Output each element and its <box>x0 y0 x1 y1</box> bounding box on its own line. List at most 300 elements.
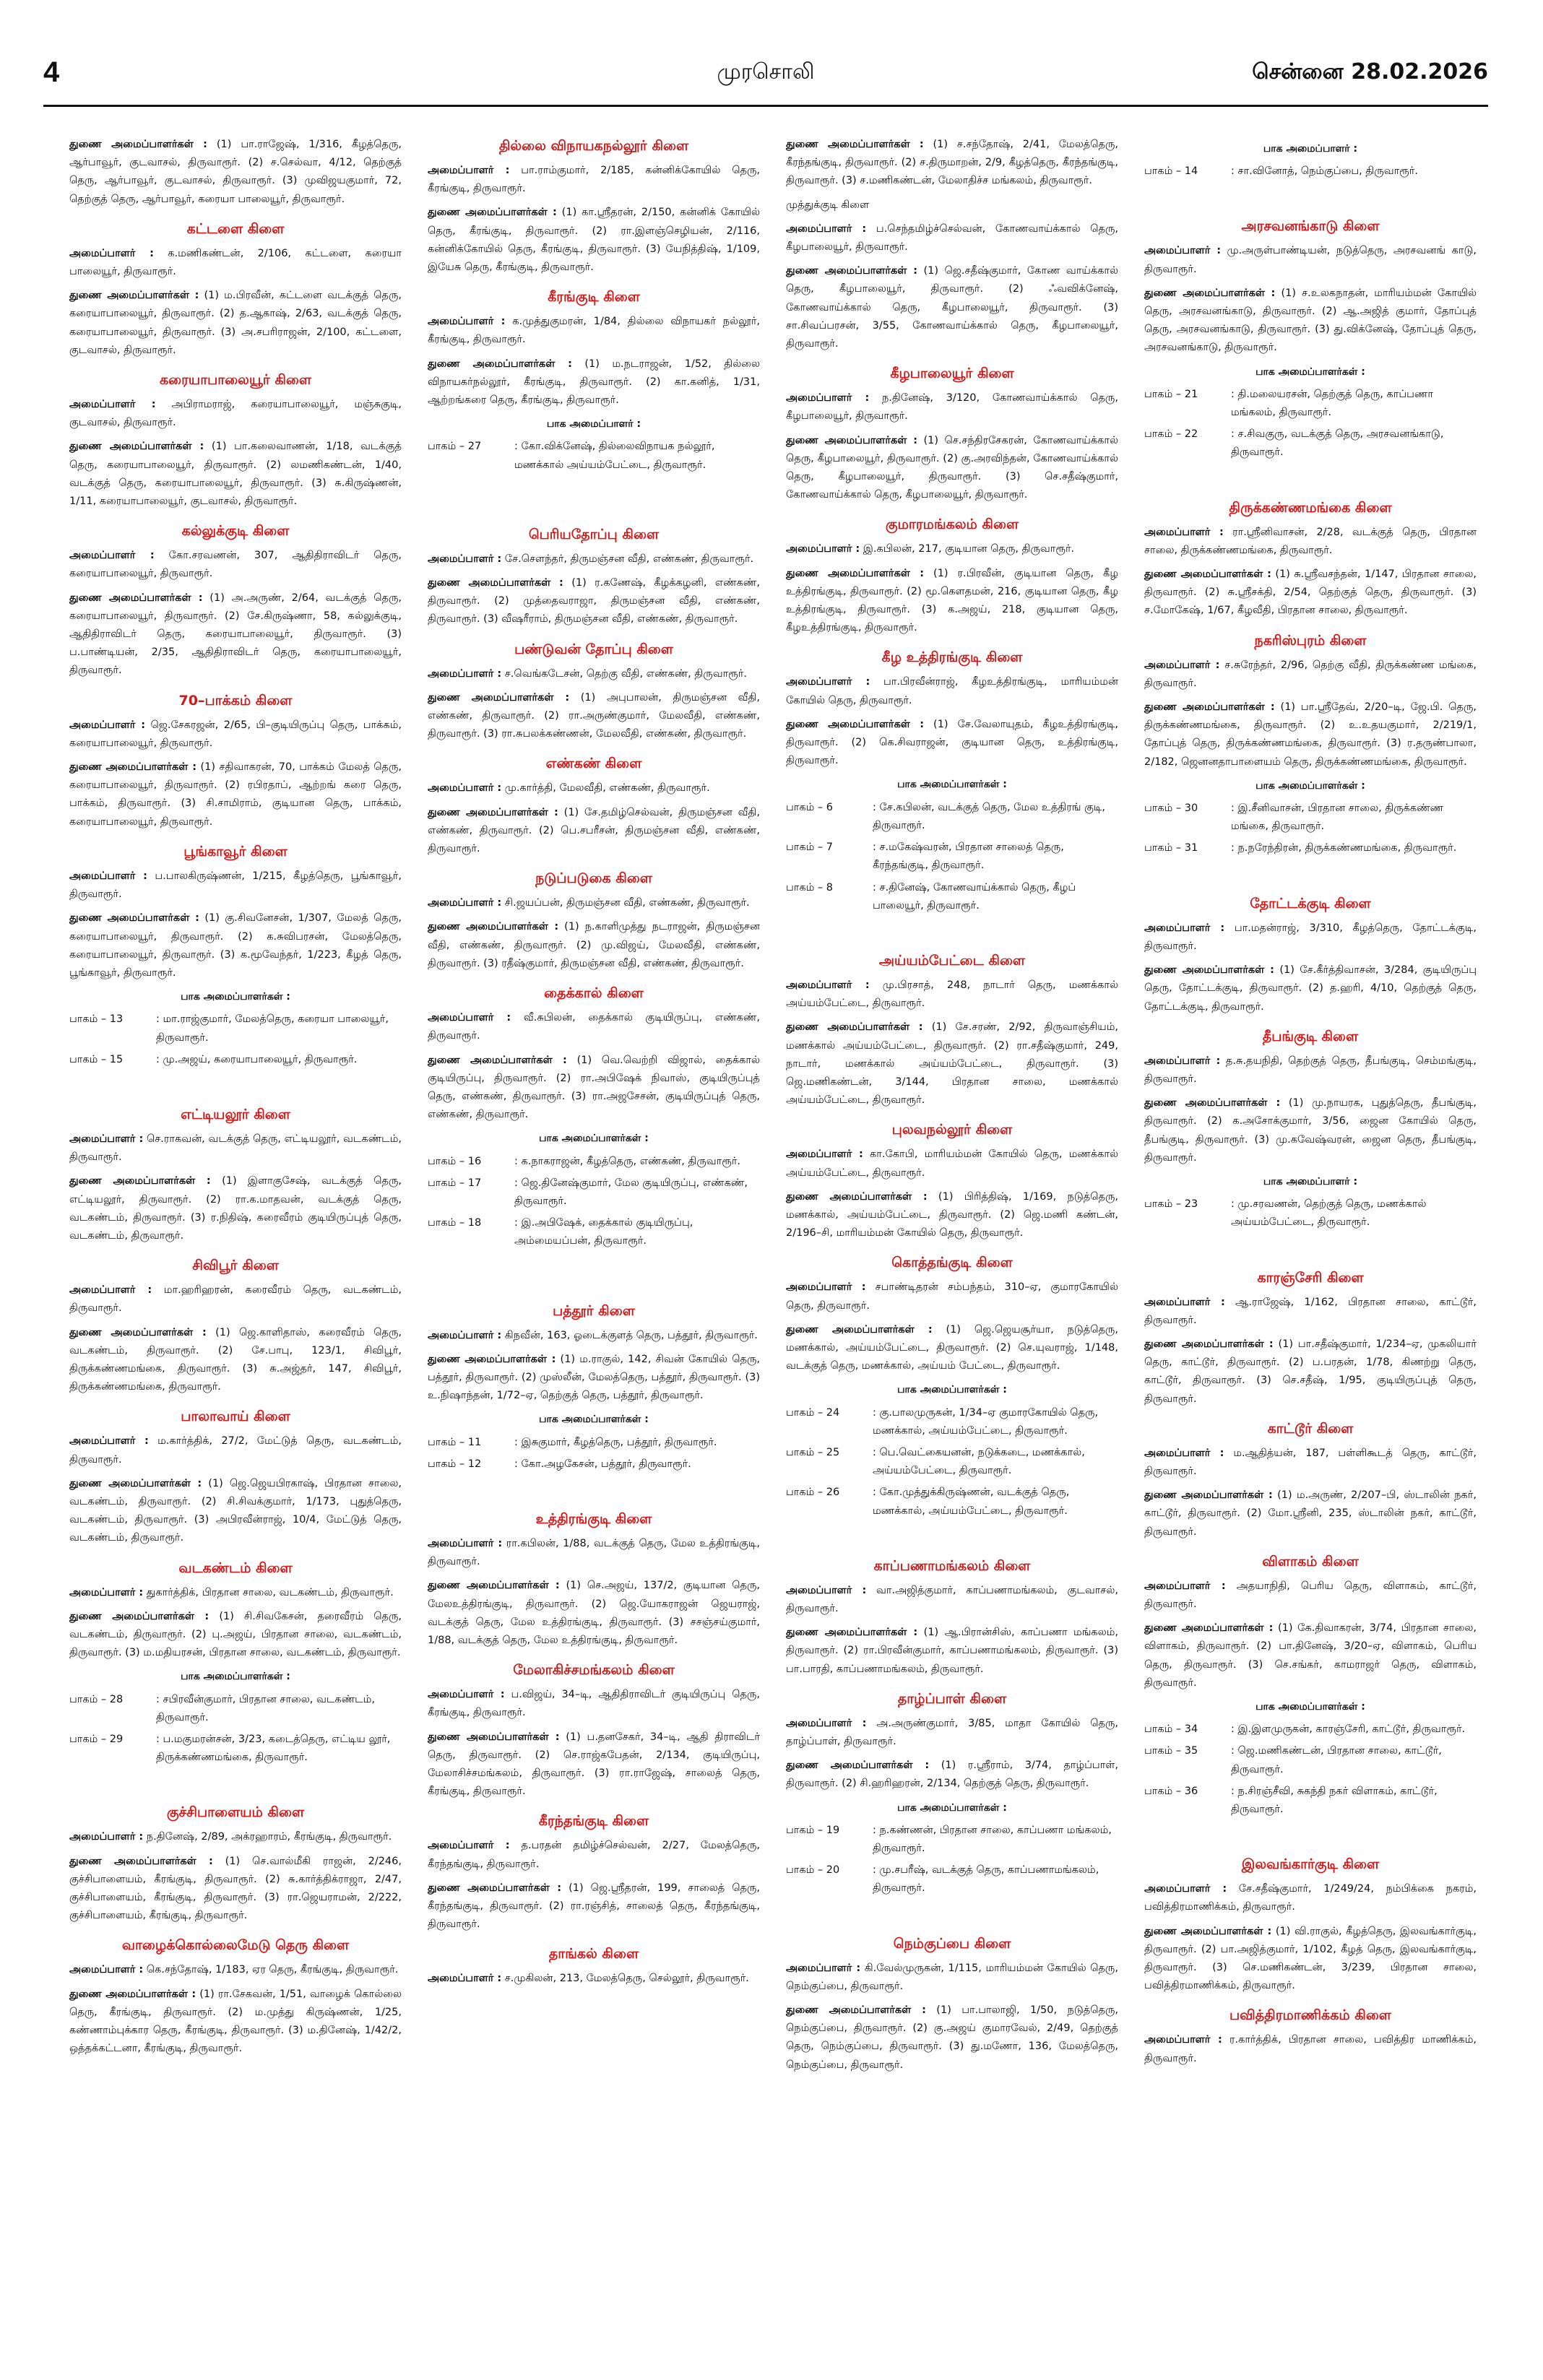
header-rule <box>43 105 1488 107</box>
entry-text: கா.கோபி, மாரியம்மன் கோயில் தெரு, மணக்கால் அய்யம்பேட்டை, திருவாரூர். <box>786 1148 1118 1179</box>
booth-row <box>1144 1195 1477 1232</box>
column-2 <box>428 136 760 1994</box>
section-heading: பாலாவாய் கிளை <box>181 1408 290 1425</box>
entry-label: துணை அமைப்பாளர்கள் : <box>69 1326 207 1338</box>
entry-text: ப.பாலகிருஷ்ணன், 1/215, கீழத்தெரு, பூங்காவூர், திருவாரூர். <box>69 870 402 901</box>
entry <box>786 1582 1118 1618</box>
entry-text: (1) ஜெ.சதீஷ்குமார், கோண வாய்க்கால் தெரு, கீழபாலையூர், திருவாரூர். (2) ஃவவிக்னேஷ், கோணவாய்க்கால் தெரு, கீழபாலையூர், திருவாரூர். (3) சா.சிவப்பரசன், 3/55, கோணவாய்க்கால் தெரு, கீழபாலையூர், திருவாரூர். <box>786 265 1118 350</box>
entry-label: துணை அமைப்பாளர்கள் : <box>786 1021 923 1034</box>
entry-label: அமைப்பாளர் : <box>428 553 502 565</box>
entry-label: அமைப்பாளர் : <box>69 1435 149 1448</box>
booth-text: : கோ.அழகேசன், பத்தூர், திருவாரூர். <box>514 1458 691 1470</box>
entry-text: கி.வேல்முருகன், 1/115, மாரியம்மன் கோயில் தெரு, நெம்குப்பை, திருவாரூர். <box>786 1962 1118 1992</box>
entry-text: மு.பிரசாத், 248, நாடார் தெரு, மணக்கால் அய்யம்பேட்டை, திருவாரூர். <box>786 979 1119 1010</box>
entry-text: (1) சு.ஸ்ரீவசந்தன், 1/147, பிரதான சாலை, திருவாரூர். (2) சு.ஸ்ரீசக்தி, 2/54, தெற்குத் தெரு, திருவாரூர். (3) ச.மோகேஷ், 1/67, கீழவீதி, பிரதான சாலை, திருவாரூர். <box>1144 568 1477 617</box>
entry-text: (1) பா.சதீஷ்குமார், 1/234–ஏ, முகலியார் தெரு, காட்டூர், திருவாரூர். (2) ப.பரதன், 1/78, கிணற்று தெரு, காட்டூர், திருவாரூர். (3) செ.சதீஷ், 1/95, குடியிருப்புத் தெரு, திருவாரூர். <box>1144 1338 1477 1405</box>
entry-label: துணை அமைப்பாளர்கள் : <box>69 1855 213 1867</box>
entry-label: அமைப்பாளர் : <box>69 1964 144 1976</box>
entry-label: துணை அமைப்பாளர்கள் : <box>1144 287 1276 299</box>
section-heading: திருக்கண்ணமங்கை கிளை <box>1229 499 1392 516</box>
entry <box>69 1584 402 1602</box>
entry <box>69 136 402 209</box>
spacer <box>786 1524 1118 1546</box>
section-heading: இலவங்கார்குடி கிளை <box>1241 1856 1380 1873</box>
entry <box>69 1828 402 1846</box>
entry <box>69 867 402 904</box>
entry-text: (1) இளாகுசேஷ், வடக்குத் தெரு, எட்டியலூர், திருவாரூர். (2) ரா.க.மாதவன், வடக்குத் தெரு, வடகண்டம், திருவாரூர். (3) ர.நிதிஷ், கரைவீரம் குடியிருப்புத் தெரு, வடகண்டம், திருவாரூர். <box>69 1175 402 1242</box>
entry <box>428 894 760 912</box>
entry <box>786 716 1118 771</box>
entry <box>428 1686 760 1722</box>
booth-number: பாகம் – 23 <box>1144 1198 1198 1211</box>
entry-label: அமைப்பாளர் : <box>428 1329 502 1341</box>
booth-row <box>428 1434 760 1452</box>
entry-text: அ.அருண்குமார், 3/85, மாதா கோயில் தெரு, தாழ்ப்பாள், திருவாரூர். <box>786 1717 1119 1747</box>
entry <box>1144 657 1477 693</box>
entry-label: துணை அமைப்பாளர்கள் : <box>1144 1338 1274 1350</box>
entry <box>786 673 1118 709</box>
entry <box>69 589 402 680</box>
booth-row <box>786 1444 1118 1480</box>
entry <box>69 1281 402 1317</box>
booth-text: : ச.சிவகுரு, வடக்குத் தெரு, அரசவனங்காடு, திருவாரூர். <box>1231 428 1444 459</box>
entry-label: துணை அமைப்பாளர்கள் : <box>69 592 203 604</box>
entry-label: துணை அமைப்பாளர்கள் : <box>786 1760 930 1772</box>
spacer <box>428 1477 760 1499</box>
entry-label: அமைப்பாளர் : <box>1144 1883 1227 1895</box>
entry-label: துணை அமைப்பாளர்கள் : <box>69 912 199 925</box>
entry-text: (1) அ.அருண், 2/64, வடக்குத் தெரு, கரையாபாலையூர், திருவாரூர். (2) சே.கிருஷ்ணா, 58, கல்லுக்குடி, ஆதிதிராவிடர் தெரு, கரையாபாலையூர், திருவாரூர். (3) ப.பாண்டியன், 2/35, ஆதிதிராவிடர் தெரு, கரையாபாலையூர், திருவாரூர். <box>69 592 402 677</box>
entry <box>786 432 1118 505</box>
entry-label: அமைப்பாளர் : <box>786 392 870 404</box>
entry-text: (1) வெ.வெற்றி விஜால், தைக்கால் குடியிருப்பு, திருவாரூர். (2) ரா.அபிஷேக் நிவாஸ், குடியிருப்புத் தெரு, எண்கண், திருவாரூர். (3) ரா.அஜசேசன், குடியிருப்புத் தெரு, எண்கண், திருவாரூர். <box>428 1054 760 1121</box>
sub-heading: பாக அமைப்பாளர்கள் : <box>1255 365 1365 378</box>
entry-text: ம.ஆதித்யன், 187, பள்ளிகூடத் தெரு, காட்டூர், திருவாரூர். <box>1144 1447 1477 1477</box>
entry-text: மு.அருள்பாண்டியன், நடுத்தெரு, அரசவனங் காடு, திருவாரூர். <box>1144 245 1477 275</box>
entry <box>428 1009 760 1045</box>
entry-label: துணை அமைப்பாளர்கள் : <box>786 718 925 730</box>
entry-text: ப.செந்தமிழ்ச்செல்வன், கோணவாய்க்கால் தெரு, கீழபாலையூர், திருவாரூர். <box>786 222 1118 254</box>
entry <box>1144 1336 1477 1408</box>
entry <box>428 1970 760 1988</box>
entry-label: அமைப்பாளர் : <box>1144 245 1222 257</box>
sub-heading: பாக அமைப்பாளர்கள் : <box>181 1671 290 1683</box>
entry-text: ஆ.ராஜேஷ், 1/162, பிரதான சாலை, காட்டூர், திருவாரூர். <box>1144 1296 1477 1326</box>
entry-text: சே.சௌந்தர், திருமஞ்சன வீதி, எண்கண், திருவாரூர். <box>501 553 754 565</box>
entry <box>69 1432 402 1468</box>
entry-text: (1) கு.சிவனேசன், 1/307, மேலத் தெரு, கரையாபாலையூர், திருவாரூர். (2) க.சுவிபரசன், மேலத்தெரு, கரையாபாலையூர், திருவாரூர். (3) க.மூவேந்தர், 1/223, கீழத் தெரு, பூங்காவூர், திருவாரூர். <box>69 912 402 979</box>
booth-number: பாகம் – 19 <box>786 1824 840 1836</box>
entry-label: அமைப்பாளர் : <box>1144 1055 1221 1067</box>
entry <box>786 1188 1118 1243</box>
entry-label: துணை அமைப்பாளர்கள் : <box>69 1477 202 1489</box>
entry <box>69 1986 402 2059</box>
booth-number: பாகம் – 28 <box>69 1693 124 1705</box>
entry-text: பா.பிரவீன்ராஜ், கீழஉத்திரங்குடி, மாரியம்மன் கோயில் தெரு, திருவாரூர். <box>786 676 1118 706</box>
entry <box>69 909 402 982</box>
entry <box>786 136 1118 191</box>
entry <box>69 1853 402 1926</box>
entry-label: துணை அமைப்பாளர்கள் : <box>69 441 204 453</box>
entry <box>1144 1294 1477 1330</box>
entry <box>1144 698 1477 771</box>
entry-text: மு.கார்த்தி, மேலவீதி, எண்கண், திருவாரூர். <box>501 782 710 795</box>
section-heading: நகரிஸ்புரம் கிளை <box>1254 632 1367 649</box>
entry-text: (1) சதிவாகரன், 70, பாக்கம் மேலத் தெரு, கரையாபாலையூர், திருவாரூர். (2) ரபிரதாப், ஆற்றங் கரை தெரு, பாக்கம், திருவாரூர். (3) சி.சாமிராம், குடியான தெரு, பாக்கம், கரையாபாலையூர், திருவாரூர். <box>69 761 402 828</box>
spacer <box>786 1902 1118 1924</box>
entry-text: (1) ர.கணேஷ், கீழக்கழனி, எண்கண், திருவாரூர். (2) முத்தைவராஜா, திருமஞ்சன வீதி, எண்கண், திருவாரூர். (3) வீஷரீராம், திருமஞ்சன வீதி, எண்கண், திருவாரூர். <box>428 577 760 626</box>
entry-text: (1) பா.ஸ்ரீதேவ், 2/20–டி, ஜே.பி. தெரு, திருக்கண்ணமங்கை, திருவாரூர். (2) உ.உதயகுமார், 2/219/1, தோப்புத் தெரு, திருக்கண்ணமங்கை, திருவாரூர். (3) ர.தருண்பாலா, 2/182, ஜெனனதாபாளையம் தெரு, திருக்கண்ணமங்கை, திருவாரூர். <box>1144 701 1477 768</box>
booth-number: பாகம் – 8 <box>786 881 834 893</box>
entry-label: அமைப்பாளர் : <box>69 1133 144 1145</box>
booth-number: பாகம் – 7 <box>786 841 834 854</box>
entry <box>1144 566 1477 620</box>
entry <box>69 1961 402 1979</box>
entry <box>69 1130 402 1167</box>
entry-text: (1) ஜெ.ஸ்ரீதரன், 199, சாலைத் தெரு, கீரந்தங்குடி, திருவாரூர். (2) ரா.ரஞ்சித், சாலைத் தெரு, கீரந்தங்குடி, திருவாரூர். <box>428 1882 760 1931</box>
entry-text: (1) வி.ராகுல், கீழத்தெரு, இலவங்கார்குடி, திருவாரூர். (2) பா.அஜித்குமார், 1/102, கீழத் தெரு, இலவங்கார்குடி, திருவாரூர். (3) செ.மணிகண்டன், 3/239, பிரதான சாலை, பவித்திரமாணிக்கம், திருவாரூர். <box>1144 1925 1477 1992</box>
section-heading: கீழபாலையூர் கிளை <box>890 365 1014 382</box>
entry-text: (1) ஜெ.ஜெயசூர்யா, நடுத்தெரு, மணக்கால், அய்யம்பேட்டை, திருவாரூர். (2) செ.யுவராஜ், 1/148, வடக்குத் தெரு, மணக்கால், அய்யம் பேட்டை, திருவாரூர். <box>786 1323 1118 1372</box>
entry <box>69 438 402 511</box>
section-heading: கீரந்தங்குடி கிளை <box>538 1813 649 1830</box>
entry-text: ப.விஜய், 34–டி, ஆதிதிராவிடர் குடியிருப்பு தெரு, கீரங்குடி, திருவாரூர். <box>428 1689 760 1719</box>
sub-heading: பாக அமைப்பாளர் : <box>1263 1175 1358 1187</box>
entry <box>1144 524 1477 560</box>
booth-text: : இ.இளமுருகன், காரஞ்சேரி, காட்டூர், திருவாரூர். <box>1231 1723 1466 1736</box>
booth-number: பாகம் – 20 <box>786 1864 840 1877</box>
entry-label: துணை அமைப்பாளர்கள் : <box>428 1580 560 1592</box>
booth-row <box>1144 1742 1477 1778</box>
sub-heading: பாக அமைப்பாளர்கள் : <box>1255 1700 1365 1713</box>
entry <box>786 2002 1118 2074</box>
entry-label: துணை அமைப்பாளர்கள் : <box>428 1353 556 1365</box>
entry-text: ந.தினேஷ், 3/120, கோணவாய்க்கால் தெரு, கீழபாலையூர், திருவாரூர். <box>786 392 1118 423</box>
section-heading: கரையாபாலையூர் கிளை <box>159 372 312 389</box>
booth-number: பாகம் – 15 <box>69 1053 124 1065</box>
entry-text: சே.சதீஷ்குமார், 1/249/24, நம்பிக்கை நகரம், பவித்திரமாணிக்கம், திருவாரூர். <box>1144 1883 1477 1913</box>
masthead <box>43 56 1488 100</box>
booth-row <box>1144 1721 1477 1739</box>
entry <box>69 396 402 432</box>
booth-text: : பெ.வெட்கையனன், நடுக்கடை, மணக்கால், அய்யம்பேட்டை, திருவாரூர். <box>873 1446 1085 1477</box>
entry-text: (1) பா.கலைவாணன், 1/18, வடக்குத் தெரு, கரையாபாலையூர், திருவாரூர். (2) லமணிகண்டன், 1/40, வடக்குத் தெரு, கரையாபாலையூர், திருவாரூர். (3) சு.கிருஷ்ணன், 1/11, கரையாபாலையூர், குடவாசல், திருவாரூர். <box>69 441 402 508</box>
entry-label: அமைப்பாளர் : <box>428 1689 505 1701</box>
entry <box>69 287 402 360</box>
entry <box>786 1960 1118 1996</box>
section-heading: காரஞ்சேரி கிளை <box>1257 1269 1364 1286</box>
section-heading: கொத்தங்குடி கிளை <box>891 1255 1013 1271</box>
entry-label: அமைப்பாளர் : <box>428 897 502 909</box>
entry <box>1144 1052 1477 1089</box>
entry-text: (1) ம.அருண், 2/207–பி, ஸ்டாலின் நகர், காட்டூர், திருவாரூர். (2) மோ.ஸ்ரீனி, 235, ஸ்டாலின் நகர், காட்டூர், திருவாரூர். <box>1144 1489 1477 1538</box>
entry-label: துணை அமைப்பாளர்கள் : <box>428 1731 560 1743</box>
entry-label: அமைப்பாளர் : <box>786 1584 867 1596</box>
booth-row <box>786 1404 1118 1440</box>
entry <box>786 220 1118 256</box>
booth-row <box>1144 425 1477 462</box>
spacer <box>1144 1236 1477 1258</box>
entry-label: துணை அமைப்பாளர்கள் : <box>69 1610 209 1622</box>
entry-label: துணை அமைப்பாளர்கள் : <box>1144 964 1274 977</box>
spacer <box>428 478 760 514</box>
entry-label: அமைப்பாளர் : <box>428 165 510 176</box>
entry <box>428 1728 760 1801</box>
entry-text: வா.அஜித்குமார், காப்பணாமங்கலம், குடவாசல், திருவாரூர். <box>786 1584 1118 1614</box>
booth-number: பாகம் – 30 <box>1144 802 1198 815</box>
booth-text: : க.நாகராஜன், கீழத்தெரு, எண்கண், திருவாரூர். <box>514 1155 741 1167</box>
spacer <box>786 919 1118 940</box>
dateline: சென்னை 28.02.2026 <box>1252 59 1488 85</box>
booth-number: பாகம் – 26 <box>786 1487 840 1499</box>
entry-label: அமைப்பாளர் : <box>786 1962 861 1974</box>
entry <box>428 1879 760 1934</box>
entry-label: அமைப்பாளர் : <box>786 676 870 688</box>
entry-text: ஜெ.சேகரஜன், 2/65, பி–குடியிருப்பு தெரு, பாக்கம், கரையாபாலையூர், திருவாரூர். <box>69 719 402 749</box>
entry-text: துகார்த்திக், பிரதான சாலை, வடகண்டம், திருவாரூர். <box>143 1586 394 1598</box>
entry <box>69 547 402 583</box>
entry <box>1144 242 1477 278</box>
entry-label: துணை அமைப்பாளர்கள் : <box>69 1988 196 2000</box>
entry-label: துணை அமைப்பாளர்கள் : <box>786 265 918 277</box>
booth-text: : மா.ராஜ்குமார், மேலத்தெரு, கரையா பாலையூர், திருவாரூர். <box>156 1013 389 1044</box>
booth-text: : ச.தினேஷ், கோணவாய்க்கால் தெரு, கீழப் பாலையூர், திருவாரூர். <box>873 881 1076 912</box>
entry <box>786 262 1118 353</box>
entry-text: (1) பா.பாலாஜி, 1/50, நடுத்தெரு, நெம்குப்பை, திருவாரூர். (2) கு.அஜய் குமாரவேல், 2/49, தெற்குத் தெரு, நெம்குப்பை, திருவாரூர். (3) து.மணோ, 136, மேலத்தெரு, நெம்குப்பை, திருவாரூர். <box>786 2004 1118 2071</box>
entry <box>428 313 760 349</box>
entry-label: அமைப்பாளர் : <box>69 550 155 562</box>
booth-number: பாகம் – 17 <box>428 1177 482 1189</box>
entry <box>1144 1578 1477 1614</box>
column-1 <box>69 136 402 2064</box>
sub-heading: பாக அமைப்பாளர்கள் : <box>539 1414 649 1426</box>
entry <box>1144 1487 1477 1541</box>
booth-text: : சா.வினோத், நெம்குப்பை, திருவாரூர். <box>1231 165 1418 178</box>
entry-text: (1) அபுபாலன், திருமஞ்சன வீதி, எண்கண், திருவாரூர். (2) ரா.அருண்குமார், மேலவீதி, எண்கண், திருவாரூர். (3) ரா.சுபலக்கண்ணன், மேலவீதி, எண்கண், திருவாரூர். <box>428 691 760 740</box>
plain-line: முத்துக்குடி கிளை <box>786 199 870 211</box>
entry <box>69 1475 402 1548</box>
entry <box>428 1535 760 1571</box>
entry-label: துணை அமைப்பாளர்கள் : <box>786 1190 928 1203</box>
entry-label: துணை அமைப்பாளர்கள் : <box>69 290 199 302</box>
entry-text: (1) ஆ.பிரான்சிஸ், காப்பணா மங்கலம், திருவாரூர். (2) ரா.பிரவீன்குமார், காப்பணாமங்கலம், திருவாரூர். (3) பா.பாரதி, காப்பணாமங்கலம், திருவாரூர். <box>786 1627 1118 1675</box>
entry <box>69 1608 402 1663</box>
booth-row <box>69 1051 402 1069</box>
entry-label: துணை அமைப்பாளர்கள் : <box>1144 1489 1273 1502</box>
section-heading: தோட்டக்குடி கிளை <box>1250 895 1371 912</box>
section-heading: பண்டுவன் தோப்பு கிளை <box>514 641 673 657</box>
section-heading: காப்பணாமங்கலம் கிளை <box>873 1557 1031 1574</box>
booth-text: : ஜெ.மணிகண்டன், பிரதான சாலை, காட்டூர், திருவாரூர். <box>1231 1745 1442 1775</box>
entry <box>1144 1923 1477 1996</box>
spacer <box>1144 862 1477 883</box>
section-heading: கீரங்குடி கிளை <box>548 289 640 306</box>
entry <box>428 1837 760 1873</box>
entry-label: துணை அமைப்பாளர்கள் : <box>428 806 558 818</box>
entry-label: அமைப்பாளர் : <box>69 247 154 259</box>
booth-row <box>428 1174 760 1211</box>
entry-text: ம.கார்த்திக், 27/2, மேட்டுத் தெரு, வடகண்டம், திருவாரூர். <box>69 1435 402 1466</box>
entry-text: அபிராமராஜ், கரையாபாலையூர், மஞ்சுகுடி, குடவாசல், திருவாரூர். <box>69 399 402 429</box>
booth-row <box>1144 163 1477 181</box>
entry-text: த.சு.தயநிதி, தெற்குத் தெரு, தீபங்குடி, செம்மங்குடி, திருவாரூர். <box>1144 1055 1477 1085</box>
entry-label: அமைப்பாளர் : <box>69 1586 144 1598</box>
booth-text: : ப.மகுமரன்சன், 3/23, கடைத்தெரு, எட்டிய லூர், திருக்கண்ணமங்கை, திருவாரூர். <box>156 1734 391 1764</box>
booth-number: பாகம் – 12 <box>428 1458 482 1470</box>
booth-row <box>786 1484 1118 1520</box>
entry-text: கிநவீன், 163, ஓடைக்குளத் தெரு, பத்தூர், திருவாரூர். <box>501 1329 758 1341</box>
entry-text: கோ.சரவணன், 307, ஆதிதிராவிடர் தெரு, கரையாபாலையூர், திருவாரூர். <box>69 550 402 580</box>
booth-number: பாகம் – 21 <box>1144 388 1198 400</box>
entry-label: துணை அமைப்பாளர்கள் : <box>69 139 207 150</box>
booth-row <box>1144 800 1477 836</box>
entry-text: (1) ரா.சேகவன், 1/51, வாழைக் கொல்லை தெரு, கீரங்குடி, திருவாரூர். (2) ம.முத்து கிருஷ்ணன், 1/25, கண்ணாம்புக்கார தெரு, கீரங்குடி, திருவாரூர். (3) ம.தினேஷ், 1/42/2, ஒத்தக்கட்டனா, கீரங்குடி, திருவாரூர். <box>69 1988 402 2055</box>
entry-label: அமைப்பாளர் : <box>1144 922 1225 934</box>
entry-label: அமைப்பாளர் : <box>786 543 860 555</box>
entry-text: (1) ப.தனசேகர், 34–டி, ஆதி திராவிடர் தெரு, திருவாரூர். (2) செ.ராஜ்கபேதன், 2/134, குடியிருப்பு, மேலாசிச்சமங்கலம், திருவாரூர். (3) ரா.ராஜேஷ், சாலைத் தெரு, கீரங்குடி, திருவாரூர். <box>428 1731 760 1798</box>
entry <box>1144 961 1477 1016</box>
booth-row <box>1144 839 1477 857</box>
section-heading: தீபங்குடி கிளை <box>1262 1028 1359 1044</box>
section-heading: கல்லுக்குடி கிளை <box>181 523 290 540</box>
booth-text: : மு.சரவணன், தெற்குத் தெரு, மணக்கால் அய்யம்பேட்டை, திருவாரூர். <box>1231 1198 1427 1229</box>
booth-row <box>786 1822 1118 1858</box>
entry-label: அமைப்பாளர் : <box>786 1148 863 1161</box>
booth-number: பாகம் – 16 <box>428 1155 482 1167</box>
entry <box>428 1577 760 1650</box>
section-heading: 70–பாக்கம் கிளை <box>178 692 293 709</box>
entry-text: (1) ஜெ.ஜெயபிரகாஷ், பிரதான சாலை, வடகண்டம், திருவாரூர். (2) சி.சிவக்குமார், 1/173, புதுத்தெரு, வடகண்டம், திருவாரூர். (3) அபிரவீன்ராஜ், 10/4, மேட்டுத் தெரு, வடகண்டம், திருவாரூர். <box>69 1477 402 1544</box>
booth-text: : ந.சிரஞ்சீவி, சுகந்தி நகர் விளாகம், காட்டூர், திருவாரூர். <box>1231 1785 1438 1815</box>
booth-row <box>69 1731 402 1767</box>
section-heading: தில்லை விநாயகநல்லூர் கிளை <box>498 138 689 154</box>
sub-heading: பாக அமைப்பாளர் : <box>1263 143 1358 155</box>
entry-label: அமைப்பாளர் : <box>786 1717 867 1729</box>
entry-text: ந.தினேஷ், 2/89, அக்ரஹாரம், கீரங்குடி, திருவாரூர். <box>143 1831 392 1843</box>
sub-heading: பாக அமைப்பாளர்கள் : <box>897 1801 1007 1814</box>
spacer <box>1144 466 1477 488</box>
entry-label: அமைப்பாளர் : <box>1144 1296 1225 1308</box>
sub-heading: பாக அமைப்பாளர்கள் : <box>897 1384 1007 1396</box>
booth-text: : கோ.முத்துக்கிருஷ்ணன், வடக்குத் தெரு, மணக்கால், அய்யம்பேட்டை, திருவாரூர். <box>873 1487 1070 1517</box>
section-heading: பவித்திரமாணிக்கம் கிளை <box>1229 2007 1391 2024</box>
section-heading: காட்டூர் கிளை <box>1267 1420 1354 1437</box>
entry-label: அமைப்பாளர் : <box>69 399 156 411</box>
entry-text: (1) பா.ராஜேஷ், 1/316, கீழத்தெரு, ஆர்பாவூர், குடவாசல், திருவாரூர். (2) ச.செல்வா, 4/12, தெற்குத் தெரு, ஆர்பாவூர், குடவாசல், திருவாரூர். (3) முவிஜயகுமார், 72, தெற்குத் தெரு, ஆர்பாவூர், கரையா பாலையூர், திருவாரூர். <box>69 139 402 205</box>
sub-heading: பாக அமைப்பாளர்கள் : <box>539 1133 649 1145</box>
entry-text: (1) பிரித்திஷ், 1/169, நடுத்தெரு, மணக்கால், அய்யம்பேட்டை, திருவாரூர். (2) ஜெ.மணி கண்டன், 2/196–சி, மாரியம்மன் கோயில் தெரு, திருவாரூர். <box>786 1190 1118 1239</box>
section-heading: சிவிபூர் கிளை <box>192 1258 279 1274</box>
booth-text: : இ.சீனிவாசன், பிரதான சாலை, திருக்கண்ண மங்கை, திருவாரூர். <box>1231 802 1444 833</box>
entry-label: துணை அமைப்பாளர்கள் : <box>428 1882 562 1894</box>
section-heading: தாங்கல் கிளை <box>548 1946 639 1963</box>
section-heading: புலவநல்லூர் கிளை <box>891 1122 1013 1138</box>
entry-text: ரா.ஸ்ரீனிவாசன், 2/28, வடக்குத் தெரு, பிரதான சாலை, திருக்கண்ணமங்கை, திருவாரூர். <box>1144 526 1477 556</box>
section-heading: பெரியதோப்பு கிளை <box>528 526 660 542</box>
entry-label: அமைப்பாளர் : <box>69 719 146 731</box>
entry-text: பா.மதன்ராஜ், 3/310, கீழத்தெரு, தோட்டக்குடி, திருவாரூர். <box>1144 922 1477 952</box>
entry <box>786 1278 1118 1315</box>
booth-number: பாகம் – 27 <box>428 441 482 453</box>
entry-text: (1) கா.ஸ்ரீதரன், 2/150, கன்னிக் கோயில் தெரு, கீரங்குடி, திருவாரூர். (2) ரா.இளஞ்செழியன், 2/116, கன்னிக்கோயில் தெரு, கீரங்குடி, திருவாரூர். (3) யேநித்திஷ், 1/109, இயேசு தெரு, கீரங்குடி, திருவாரூர். <box>428 207 760 274</box>
entry-label: துணை அமைப்பாளர்கள் : <box>69 761 197 774</box>
entry <box>1144 2031 1477 2067</box>
spacer <box>1144 1822 1477 1844</box>
booth-text: : ந.கண்ணன், பிரதான சாலை, காப்பணா மங்கலம், திருவாரூர். <box>873 1824 1112 1855</box>
section-heading: கீழ உத்திரங்குடி கிளை <box>881 649 1023 666</box>
entry-label: அமைப்பாளர் : <box>428 782 502 795</box>
newspaper-name: முரசொலி <box>717 59 815 85</box>
entry-text: (1) ர.பிரவீன், குடியான தெரு, கீழ உத்திரங்குடி, திருவாரூர். (2) மூ.கௌதமன், 216, குடியான தெரு, கீழ உத்திரங்குடி, திருவாரூர். (3) க.அஜய், 218, குடியான தெரு, கீழஉத்திரங்குடி, திருவாரூர். <box>786 567 1118 634</box>
section-heading: அரசவனங்காடு கிளை <box>1241 218 1380 235</box>
entry <box>786 1146 1118 1182</box>
column-4 <box>1144 136 1477 2074</box>
booth-number: பாகம் – 35 <box>1144 1745 1198 1757</box>
entry-text: (1) செ.வால்மீகி ராஜன், 2/246, குச்சிபாளையம், கீரங்குடி, திருவாரூர். (2) சு.கார்த்திக்ராஜா, 2/47, குச்சிபாளையம், கீரங்குடி, திருவாரூர். (3) ரா.ஜெயராமன், 2/222, குச்சிபாளையம், கீரங்குடி, திருவாரூர். <box>69 1855 402 1922</box>
spacer <box>428 1255 760 1291</box>
entry-text: (1) சே.சரண், 2/92, திருவாஞ்சியம், மணக்கால் அய்யம்பேட்டை, திருவாரூர். (2) ரா.சதீஷ்குமார், 249, நாடார், மணக்கால் அய்யம்பேட்டை, திருவாரூர். (3) ஜெ.மணிகண்டன், 3/144, பிரதான சாலை, மணக்கால் அய்யம்பேட்டை, திருவாரூர். <box>786 1021 1118 1107</box>
entry-text: க.முத்துகுமரன், 1/84, தில்லை விநாயகர் நல்லூர், கீரங்குடி, திருவாரூர். <box>428 316 761 346</box>
booth-row <box>786 1861 1118 1897</box>
entry-label: அமைப்பாளர் : <box>1144 659 1220 671</box>
entry-text: சி.ஜயப்பன், திருமஞ்சன வீதி, எண்கண், திருவாரூர். <box>501 897 750 909</box>
entry-text: (1) ம.நடராஜன், 1/52, தில்லை விநாயகர்நல்லூர், கீரங்குடி, திருவாரூர். (2) கா.கனித், 1/31, ஆற்றங்கரை தெரு, கீரங்குடி, திருவாரூர். <box>428 358 760 407</box>
section-heading: எண்கண் கிளை <box>545 756 642 772</box>
entry-text: க.மணிகண்டன், 2/106, கட்டளை, கரையா பாலையூர், திருவாரூர். <box>69 247 402 278</box>
entry <box>428 804 760 859</box>
entry-label: துணை அமைப்பாளர்கள் : <box>428 577 563 589</box>
entry-label: அமைப்பாளர் : <box>428 1840 510 1852</box>
booth-text: : கோ.விக்னேஷ், தில்லைவிநாயக நல்லூர், மணக்கால் அய்யம்பேட்டை, திருவாரூர். <box>514 441 715 471</box>
booth-number: பாகம் – 18 <box>428 1217 482 1229</box>
entry-label: அமைப்பாளர் : <box>1144 1580 1226 1592</box>
entry-text: (1) ஜெ.காளிதாஸ், கரைவீரம் தெரு, வடகண்டம், திருவாரூர். (2) சே.பாபு, 123/1, சிவிபூர், திருக்கண்ணமங்கை, திருவாரூர். (3) சு.அஜ்தர், 147, சிவிபூர், திருக்கண்ணமங்கை, திருவாரூர். <box>69 1326 402 1393</box>
entry-label: துணை அமைப்பாளர்கள் : <box>1144 568 1271 581</box>
section-heading: தைக்கால் கிளை <box>544 985 644 1002</box>
section-heading: நடுப்படுகை கிளை <box>535 870 652 887</box>
entry-label: அமைப்பாளர் : <box>428 1012 511 1024</box>
booth-number: பாகம் – 31 <box>1144 842 1198 854</box>
entry <box>1144 1619 1477 1692</box>
entry <box>786 389 1118 425</box>
entry-text: (1) ர.ஸ்ரீராம், 3/74, தாழ்ப்பாள், திருவாரூர். (2) சி.ஹரிஹரன், 2/134, தெற்குத் தெரு, திருவாரூர். <box>786 1760 1118 1790</box>
entry-text: (1) செ.சந்திரசேகரன், கோணவாய்க்கால் தெரு, கீழபாலையூர், திருவாரூர். (2) கு.அரவிந்தன், கோணவாய்க்கால் தெரு, கீழபாலையூர், திருவாரூர். (3) செ.சதீஷ்குமார், கோணவாய்க்கால் தெரு, கீழபாலையூர், திருவாரூர். <box>786 434 1118 501</box>
booth-number: பாகம் – 11 <box>428 1436 482 1448</box>
booth-text: : சே.கபிலன், வடக்குத் தெரு, மேல உத்திரங் குடி, திருவாரூர். <box>873 801 1106 831</box>
entry-text: (1) சே.தமிழ்செல்வன், திருமஞ்சன வீதி, எண்கண், திருவாரூர். (2) பெ.சபரீசன், திருமஞ்சன வீதி, எண்கண், திருவாரூர். <box>428 806 760 855</box>
entry-text: (1) ம.ராகுல், 142, சிவன் கோயில் தெரு, பத்தூர், திருவாரூர். (2) முஸ்லீன், மேலத்தெரு, பத்தூர், திருவாரூர். (3) உ.நிஷாந்தன், 1/72–ஏ, தெற்குத் தெரு, பத்தூர், திருவாரூர். <box>428 1353 760 1402</box>
booth-row <box>69 1691 402 1727</box>
entry <box>786 540 1118 558</box>
booth-row <box>786 839 1118 875</box>
entry <box>428 1327 760 1345</box>
entry <box>786 1757 1118 1793</box>
entry <box>428 204 760 277</box>
entry-text: (1) ச.உலகநாதன், மாரியம்மன் கோயில் தெரு, அரசவனங்காடு, திருவாரூர். (2) ஆ.அஜித் குமார், தோப்புத் தெரு, அரசவனங்காடு, திருவாரூர். (3) து.விக்னேஷ், தோப்புத் தெரு, அரசவனங்காடு, திருவாரூர். <box>1144 287 1477 354</box>
entry <box>1144 285 1477 358</box>
spacer <box>1144 184 1477 206</box>
entry-text: (1) சே.வேலாயுதம், கீழஉத்திரங்குடி, திருவாரூர். (2) கெ.சிவராஜன், குடியான தெரு, உத்திரங்குடி, திருவாரூர். <box>786 718 1118 767</box>
entry-label: அமைப்பாளர் : <box>428 667 502 680</box>
entry-text: (1) செ.அஜய், 137/2, குடியான தெரு, மேலஉத்திரங்குடி, திருவாரூர். (2) ஜெ.யோகராஜன் ஜெயராஜ், வடக்குத் தெரு, மேல உத்திரங்குடி, திருவாரூர். (3) சசஞ்சய்குமார், 1/88, வடக்குத் தெரு, மேல உத்திரங்குடி, திருவாரூர். <box>428 1580 760 1646</box>
entry-label: அமைப்பாளர் : <box>69 870 147 882</box>
booth-number: பாகம் – 14 <box>1144 165 1198 178</box>
section-heading: நெம்குப்பை கிளை <box>893 1935 1011 1952</box>
entry-label: துணை அமைப்பாளர்கள் : <box>428 358 572 370</box>
entry <box>69 245 402 281</box>
entry-text: இ.கபிலன், 217, குடியான தெரு, திருவாரூர். <box>860 543 1075 555</box>
entry <box>428 665 760 683</box>
